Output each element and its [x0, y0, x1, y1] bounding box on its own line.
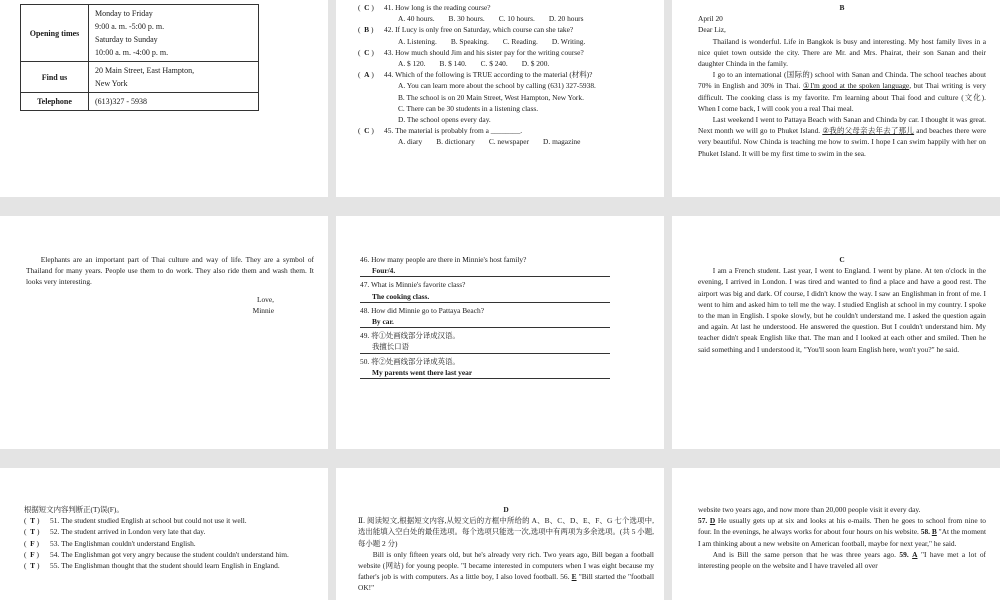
question-41: ( C ) 41 . How long is the reading course? [358, 3, 491, 12]
panel-questions-41-45 [336, 0, 664, 197]
option-44-a: A. You can learn more about the school by calling (631) 327-5938. [398, 81, 596, 91]
answer-59: A [912, 549, 918, 559]
options-41: A. 40 hours. B. 30 hours. C. 10 hours. D. 20 hours [398, 14, 584, 24]
table-row [21, 5, 259, 62]
address-line: New York [95, 79, 128, 88]
opening-line: Saturday to Sunday [95, 35, 158, 44]
opening-line: 9:00 a. m. -5:00 p. m. [95, 22, 165, 31]
find-us-label: Find us [21, 62, 89, 93]
instruction: Ⅱ. 阅读短文,根据短文内容,从短文后的方框中所给的 A、B、C、D、E、F、G 七个选项中,选出能填入空白处的最佳选项。每个选项只能选一次,选项中有两项为多余选项。(共 5 小题,每小题 2 分) [358, 516, 654, 548]
answer-44: A [364, 70, 370, 80]
letter-paragraph: I go to an international (国际的) school with Sanan and Chinda. The school teaches about 70% in English and 30% in Thai. ①I'm good at the spoken language, but Thai writing is very difficult. The cooking class is my favorite. I'm learning about Thai food and culture (文化). When I come back, I will cook you a real Thai meal. [698, 70, 986, 113]
opening-times-label: Opening times [21, 5, 89, 62]
answer-42: B [364, 25, 370, 35]
option-44-b: B. The school is on 20 Main Street, West Hampton, New York. [398, 92, 584, 102]
question-45-text: The material is probably from a ________. [395, 126, 523, 136]
address-line: 20 Main Street, East Hampton, [95, 66, 195, 75]
options-42: A. Listening. B. Speaking. C. Reading. D. Writing. [398, 36, 586, 46]
section-heading-b: B [839, 3, 845, 12]
tf-item-54: ( F ) 54 . The Englishman got very angry because the student couldn't understand him. [24, 549, 289, 559]
question-43-text: How much should Jim and his sister pay for the writing course? [395, 47, 584, 57]
question-42: ( B ) 42 . If Lucy is only free on Saturday, which course can she take? [358, 25, 574, 35]
telephone-value: (613)327 - 5938 [89, 93, 259, 111]
question-43: ( C ) 43 . How much should Jim and his sister pay for the writing course? [358, 47, 584, 57]
panel-letter-b [672, 0, 1000, 197]
tf-item-53: ( F ) 53 . The Englishman couldn't understand English. [24, 538, 196, 548]
table-row [21, 93, 259, 111]
letter-date: April 20 [698, 14, 723, 24]
panel-passage-c [672, 216, 1000, 449]
question-42-text: If Lucy is only free on Saturday, which course can she take? [395, 25, 574, 35]
tf-item-52: ( T ) 52 . The student arrived in London very late that day. [24, 527, 206, 537]
panel-school-info [0, 0, 328, 197]
option-44-c: C. There can be 30 students in a listening class. [398, 103, 539, 113]
passage-paragraph: 57. D He usually gets up at six and looks at his e-mails. Then he goes to school from nine to four. In the evenings, he always works for about four hours on his website. 58. B "At the moment I am thinking about a new website on American football, maybe for next year," he said. [698, 516, 987, 548]
question-45: ( C ) 45 . The material is probably from a ________. [358, 126, 523, 136]
letter-paragraph: Elephants are an important part of Thai culture and way of life. They are a symbol of Thailand for many years. People use them to do work. They also ride them and wash them. It looks very interesting. [26, 255, 314, 287]
telephone-label: Telephone [21, 93, 89, 111]
tf-item-51: ( T ) 51 . The student studied English at school but could not use it well. [24, 516, 247, 526]
letter-signature: Minnie [252, 305, 274, 315]
tf-item-55: ( T ) 55 . The Englishman thought that the student should learn English in England. [24, 561, 280, 571]
answer-46: Four/4. [360, 265, 610, 277]
letter-paragraph: Last weekend I went to Pattaya Beach with Sanan and Chinda by car. I thought it was great. Next month we will go to Phuket Island. ②我的父母亲去年去了那儿 and beaches there were very beautiful. Now Chinda is teaching me how to swim. I hope I can swim happily with her on Phuket Island. It will be my first time to swim in the sea. [698, 115, 986, 158]
underlined-sentence-1: ①I'm good at the spoken language [802, 81, 910, 91]
section-heading-c: C [839, 255, 845, 264]
letter-greeting: Dear Liz, [698, 25, 726, 35]
panel-passage-d [336, 468, 664, 600]
answer-56: E [571, 572, 577, 582]
options-45: A. diary B. dictionary C. newspaper D. magazine [398, 137, 581, 147]
answer-47: The cooking class. [360, 291, 610, 303]
answer-50: My parents went there last year [360, 367, 610, 379]
answer-49: 我擅长口语 [360, 341, 610, 353]
passage-paragraph: And is Bill the same person that he was three years ago. 59. A "I have met a lot of interesting people on the website and I have traveled all over [698, 549, 986, 571]
panel-letter-end [0, 216, 328, 449]
question-48: 48. How did Minnie go to Pattaya Beach? [360, 305, 484, 315]
question-41-text: How long is the reading course? [395, 3, 491, 12]
panel-questions-46-50 [336, 216, 664, 449]
question-44-text: Which of the following is TRUE according to the material (材料)? [395, 70, 593, 80]
question-46: 46. How many people are there in Minnie's host family? [360, 255, 527, 264]
question-44: ( A ) 44 . Which of the following is TRUE according to the material (材料)? [358, 70, 593, 80]
opening-line: Monday to Friday [95, 9, 153, 18]
question-47: 47. What is Minnie's favorite class? [360, 280, 466, 290]
option-44-d: D. The school opens every day. [398, 115, 491, 125]
passage-paragraph: I am a French student. Last year, I went to England. I went by plane. At ten o'clock in the evening, I arrived in London. I was tired and wanted to find a place and have a good rest. The airport was big and dark. Of course, I didn't know the way. I saw an Englishman in front of me. I went to him and asked him to tell me the way. I studied English at school in my country. I spoke to the man in English. I spoke slowly, but he couldn't understand me. I asked the question again and again. At last he understood. He answered the question. But I couldn't understand him. My teacher didn't speak English like that. The man and I looked at each other and smiled. Then he said something and I understood it, "You'll soon learn English here, won't you?" he said. [698, 266, 986, 354]
info-table [20, 4, 259, 111]
instruction: 根据短文内容判断正(T)误(F)。 [24, 505, 124, 514]
passage-paragraph: Bill is only fifteen years old, but he's already very rich. Two years ago, Bill began a football website (网站) for young people. "I became interested in computers when I was eight because my father's job is with computers. As a little boy, I also loved football. 56. E "Bill started the "football OK!" [358, 549, 654, 593]
opening-line: 10:00 a. m. -4:00 p. m. [95, 48, 169, 57]
question-50: 50. 将②处画线部分译成英语。 [360, 356, 460, 366]
question-49: 49. 将①处画线部分译成汉语。 [360, 331, 460, 341]
panel-passage-d-continued [672, 468, 1000, 600]
passage-line: website two years ago, and now more than 20,000 people visit it every day. [698, 505, 921, 514]
answer-45: C [364, 126, 370, 136]
answer-58: B [931, 527, 937, 537]
section-heading-d: D [503, 505, 509, 514]
letter-closing: Love, [256, 294, 274, 304]
answer-57: D [709, 516, 716, 526]
answer-43: C [364, 47, 370, 57]
answer-41: C [364, 3, 370, 12]
underlined-sentence-2: ②我的父母亲去年去了那儿 [822, 126, 915, 136]
options-43: A. $ 120. B. $ 140. C. $ 240. D. $ 200. [398, 59, 550, 69]
panel-true-false [0, 468, 328, 600]
letter-paragraph: Thailand is wonderful. Life in Bangkok is busy and interesting. My host family lives in a nice quiet town outside the city. There are Mr. and Mrs. Phairat, their son Sanan and their daughter Chinda in the family. [698, 36, 986, 69]
answer-48: By car. [360, 316, 610, 328]
table-row [21, 62, 259, 93]
